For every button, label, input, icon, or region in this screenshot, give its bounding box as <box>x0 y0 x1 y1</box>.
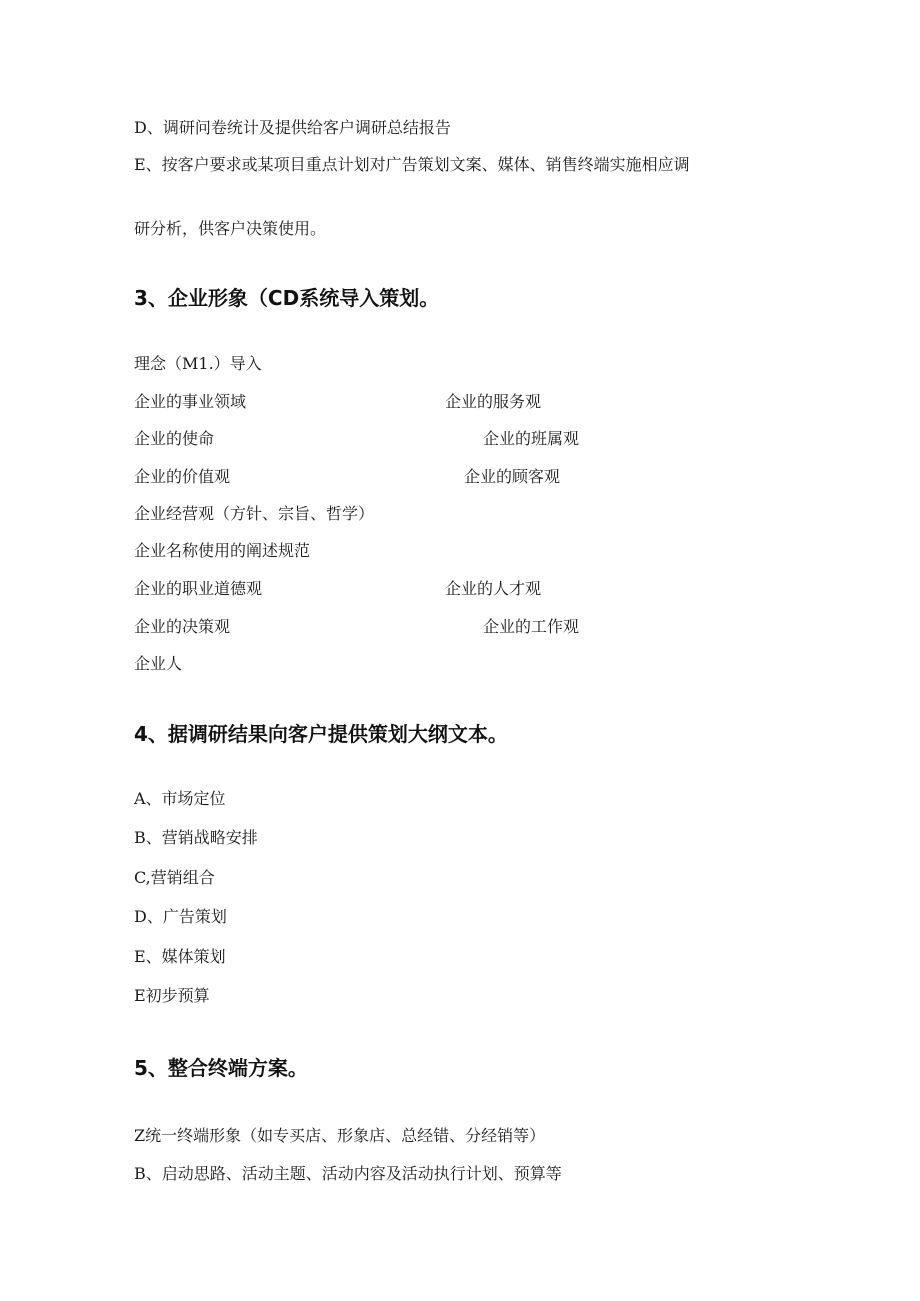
section3-intro: 理念（M1.）导入 <box>134 354 262 373</box>
list-item: Z统一终端形象（如专买店、形象店、总经错、分经销等） <box>134 1126 546 1145</box>
list-item-left: 企业名称使用的阐述规范 <box>134 541 311 560</box>
item-e-line2: 研分析，供客户决策使用。 <box>134 219 327 238</box>
list-item-left: 企业的使命 <box>134 429 215 448</box>
item-e-line1: E、按客户要求或某项目重点计划对广告策划文案、媒体、销售终端实施相应调 <box>134 155 690 174</box>
list-item: E、媒体策划 <box>134 947 226 966</box>
section5-heading: 5、整合终端方案。 <box>134 1056 308 1080</box>
list-item-right: 企业的工作观 <box>483 617 580 636</box>
list-item-left: 企业的职业道德观 <box>134 579 263 598</box>
section4-heading: 4、据调研结果向客户提供策划大纲文本。 <box>134 722 508 746</box>
list-item-left: 企业的事业领域 <box>134 392 247 411</box>
list-item: C,营销组合 <box>134 868 215 887</box>
list-item-left: 企业的价值观 <box>134 467 231 486</box>
list-item-left: 企业的决策观 <box>134 617 231 636</box>
list-item-left: 企业人 <box>134 654 183 673</box>
list-item: D、广告策划 <box>134 907 227 926</box>
list-item-right: 企业的人才观 <box>445 579 542 598</box>
list-item-right: 企业的服务观 <box>445 392 542 411</box>
list-item-right: 企业的顾客观 <box>464 467 561 486</box>
list-item: A、市场定位 <box>134 789 226 808</box>
list-item: E初步预算 <box>134 986 210 1005</box>
item-d: D、调研问卷统计及提供给客户调研总结报告 <box>134 118 451 137</box>
list-item-right: 企业的班属观 <box>483 429 580 448</box>
list-item: B、启动思路、活动主题、活动内容及活动执行计划、预算等 <box>134 1164 562 1183</box>
section3-heading: 3、企业形象（CD系统导入策划。 <box>134 286 440 310</box>
list-item: B、营销战略安排 <box>134 828 258 847</box>
list-item-left: 企业经营观（方针、宗旨、哲学） <box>134 504 375 523</box>
